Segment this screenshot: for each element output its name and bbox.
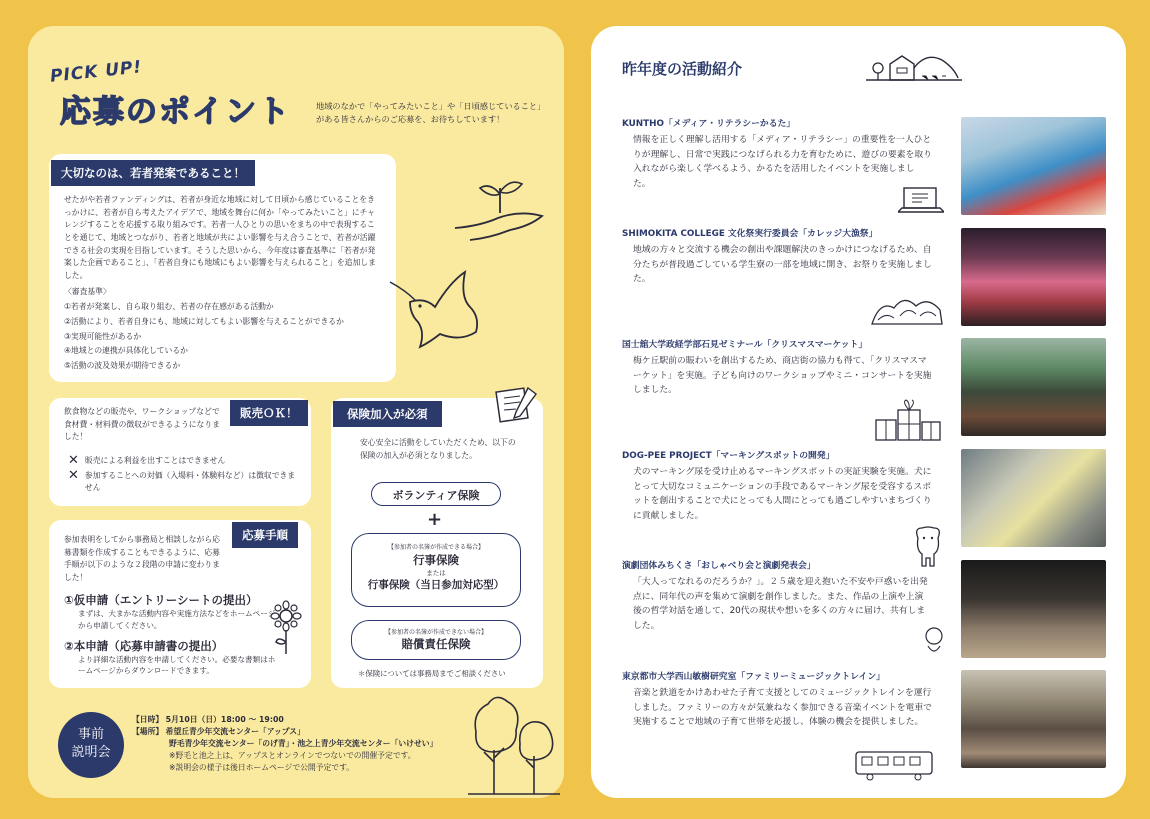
procedure-body: 参加表明をしてから事務局と相談しながら応募書類を作成することもできるように、応募手順が以下のような２段階の申請に変わりました！ (64, 535, 220, 582)
activity-item (622, 558, 932, 633)
box1-or: または (426, 569, 446, 577)
procedure-ribbon: 応募手順 (232, 522, 298, 548)
activity-body: 「大人ってなれるのだろうか？」。２５歳を迎え抱いた不安や戸惑いを出発点に、同年代の声を集めて演劇を創作しました。また、作品の上演や上演後の哲学対話を通して、20代の現状や想いを多くの方々に届け、共有しました。 (633, 577, 928, 631)
criteria-item: ④地域との連携が具体化しているか (64, 346, 188, 356)
gift-icon (872, 398, 944, 442)
trees-icon (468, 690, 560, 796)
activity-body: 情報を正しく理解し活用する「メディア・リテラシー」の重要性を一人ひとりが理解し、日常で実践につなげられる力を育むために、遊びの要素を取り入れながら楽しく学べるよう、かるたを活用したイベントを実施しました。 (633, 135, 932, 189)
no-item (68, 455, 298, 467)
note2: ※説明会の様子は後日ホームページで公開予定です。 (169, 763, 355, 773)
place2: 野毛青少年交流センター「のげ青」・池之上青少年交流センター「いけせい」 (169, 739, 438, 749)
laptop-icon (898, 186, 944, 216)
procedure-steps (64, 586, 279, 677)
badge-line1: 事前 (77, 727, 104, 742)
activity-photo (961, 338, 1106, 436)
criteria-item: ⑤活動の波及効果が期待できるか (64, 361, 181, 371)
activity-body: 音楽と鉄道をかけあわせた子育て支援としてのミュージックトレインを運行しました。ファミリーの方々が気兼ねなく参加できる音楽イベントを電車で実施することで地域の子育て世帯を応援し、体験の機会を提供しました。 (633, 688, 932, 727)
activity-body: 地域の方々と交流する機会の創出や課題解決のきっかけにつなげるため、自分たちが普段過ごしている学生寮の一部を地域に開き、お祭りを実施しました。 (633, 245, 932, 284)
activity-photo (961, 560, 1106, 658)
activity-heading: 国士舘大学政経学部石見ゼミナール「クリスマスマーケット」 (622, 340, 868, 350)
criteria-item: ①若者が発案し、自ら取り組む、若者の存在感がある活動か (64, 302, 274, 311)
cross-icon: ✕ (68, 468, 79, 483)
activity-photo (961, 117, 1106, 215)
place1: 希望丘青少年交流センター「アップス」 (165, 727, 305, 737)
sales-no-list (68, 455, 298, 496)
criteria-body: せたがや若者ファンディングは、若者が身近な地域に対して日頃から感じていることをきっかけに、若者が自ら考えたアイデアで、地域を舞台に何か「やってみたいこと」にチャレンジすることを応援する取り組みです。若者一人ひとりの思いをまちの中で表現することを通じて、地域とつながり、若者と地域が共によい影響を与え合うことで、若者が活躍できる社会の実現を目指しています。そうした思いから、今年度は審査基準に「若者が発案した企画であること」、「若者自身にも地域にもよい影響を与えられること」を追加しました。 (64, 195, 376, 280)
box2-note: 【参加者の名簿が作成できない場合】 (384, 629, 487, 636)
sales-body: 飲食物などの販売や、ワークショップなどで食材費・材料費の徴収ができるようになりました！ (64, 407, 220, 442)
flower-icon (268, 600, 304, 654)
activity-heading: 東京都市大学西山敏樹研究室「ファミリーミュージックトレイン」 (622, 672, 885, 682)
train-icon (852, 748, 936, 782)
briefing-info (132, 714, 437, 774)
badge-line2: 説明会 (71, 745, 111, 761)
no-item (68, 470, 298, 493)
activity-photo (961, 228, 1106, 326)
activity-heading: 演劇団体みちくさ「おしゃべり会と演劇発表会」 (622, 561, 816, 571)
sprout-hand-icon (450, 168, 550, 248)
no-item-text: 参加することへの対価（入場料・体験料など）は徴収できません (84, 471, 296, 492)
step1-title: ①仮申請（エントリーシートの提出） (64, 593, 258, 607)
liability-insurance-box (351, 620, 521, 660)
activity-item (622, 669, 932, 730)
criteria-title: 〈審査基準〉 (64, 287, 111, 296)
step2-desc: より詳細な活動内容を申請してください。必要な書類はホームページからダウンロードできます。 (78, 654, 276, 676)
sales-ribbon: 販売ＯＫ！ (230, 400, 308, 426)
insurance-ribbon: 保険加入が必須 (333, 401, 442, 427)
activity-heading: DOG-PEE PROJECT「マーキングスポットの開発」 (622, 451, 835, 461)
activity-body: 梅ケ丘駅前の賑わいを創出するため、商店街の協力も得て、「クリスマスマーケット」を実施。子ども向けのワークショップやミニ・コンサートを実施しました。 (633, 356, 932, 395)
notebook-icon (494, 384, 540, 424)
dove-icon (380, 262, 490, 352)
event-insurance-box (351, 533, 521, 607)
volunteer-insurance-pill (371, 482, 501, 506)
page-title: 応募のポイント (60, 94, 291, 130)
criteria-list (64, 300, 384, 374)
pickup-label: PICK UP! (49, 57, 144, 87)
plus-sign: + (427, 509, 443, 530)
activity-heading: SHIMOKITA COLLEGE 文化祭実行委員会「カレッジ大漁祭」 (622, 229, 878, 239)
speech-figure-icon (922, 626, 946, 656)
box1-main: 行事保険 (413, 553, 459, 567)
activity-item (622, 448, 932, 523)
date-value: 5月10日（日）18:00 〜 19:00 (165, 715, 284, 724)
activity-item (622, 226, 932, 287)
place-label: 【場所】 (132, 727, 164, 737)
box1-note: 【参加者の名簿が作成できる場合】 (387, 544, 484, 551)
box1-alt: 行事保険（当日参加対応型） (367, 579, 505, 591)
activity-item (622, 116, 932, 191)
insurance-body: 安心安全に活動をしていただくため、以下の保険の加入が必須となりました。 (360, 438, 516, 460)
no-item-text: 販売による利益を出すことはできません (84, 456, 226, 465)
step1-desc: まずは、大まかな活動内容や実施方法などをホームページから申請してください。 (78, 609, 276, 630)
box2-main: 賠償責任保険 (401, 637, 471, 651)
cross-icon: ✕ (68, 453, 79, 468)
criteria-ribbon: 大切なのは、若者発案であること！ (51, 160, 255, 186)
activity-photo (961, 670, 1106, 768)
activities-title: 昨年度の活動紹介 (622, 60, 743, 78)
criteria-item: ②活動により、若者自身にも、地域に対してもよい影響を与えることができるか (64, 316, 344, 326)
note1: ※野毛と池之上は、アップスとオンラインでつないでの開催予定です。 (169, 751, 416, 761)
activity-photo (961, 449, 1106, 547)
insurance-footnote: ＊保険については事務局までご相談ください (358, 669, 506, 678)
intro-text: 地域のなかで「やってみたいこと」や「日頃感じていること」がある皆さんからのご応募を、お待ちしています！ (316, 101, 546, 124)
criteria-item: ③実現可能性があるか (64, 331, 142, 341)
volunteer-insurance-label: ボランティア保険 (392, 489, 480, 502)
activity-heading: KUNTHO「メディア・リテラシーかるた」 (622, 119, 796, 129)
date-label: 【日時】 (132, 715, 164, 724)
briefing-badge (58, 712, 124, 778)
step2-title: ②本申請（応募申請書の提出） (64, 638, 224, 653)
activity-item (622, 337, 932, 398)
house-icon (866, 48, 962, 82)
wave-icon (870, 290, 944, 328)
activity-body: 犬のマーキング尿を受け止めるマーキングスポットの実証実験を実施。犬にとって大切なコミュニケーションの手段であるマーキング尿を受容するスポットを創出することで犬にとっても人間にとっても過ごしやすいまちづくりに貢献しました。 (633, 467, 932, 521)
